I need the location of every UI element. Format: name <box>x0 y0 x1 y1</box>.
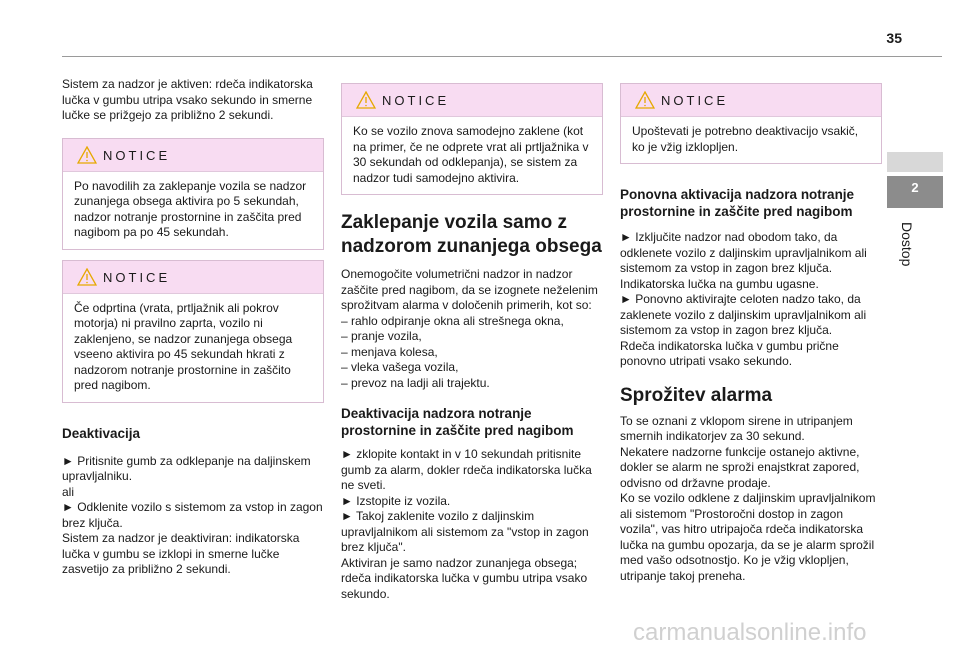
warning-triangle-icon <box>77 146 97 164</box>
notice-label: NOTICE <box>103 147 171 163</box>
notice-box <box>620 83 882 164</box>
intro-paragraph: Sistem za nadzor je aktiven: rdeča indikatorska lučka v gumbu utripa vsako sekundo in smerne lučke se prižgejo za približno 2 sekundi. <box>62 77 313 122</box>
list-item: – menjava kolesa, <box>341 344 438 359</box>
chapter-title: Dostop <box>899 222 915 267</box>
body-line: Rdeča indikatorska lučka v gumbu prične ponovno utripati vsako sekundo. <box>620 338 839 368</box>
column-1 <box>62 77 324 578</box>
notice-header <box>621 84 881 117</box>
notice-label: NOTICE <box>661 93 729 108</box>
body-line: ► Izključite nadzor nad obodom tako, da odklenete vozilo z daljinskim upravljalnikom ali sistemom za vstop in zagon brez ključa. <box>620 230 867 275</box>
section-title: Zaklepanje vozila samo z nadzorom zunanjega obsega <box>341 212 602 257</box>
section-heading: Deaktivacija <box>62 425 141 441</box>
section-heading: Deaktivacija nadzora notranje prostornine in zaščite pred nagibom <box>341 406 574 438</box>
page-number: 35 <box>886 30 902 46</box>
body-line: ► zklopite kontakt in v 10 sekundah pritisnite gumb za alarm, dokler rdeča indikatorska lučka ne sveti. <box>341 447 592 492</box>
notice-box <box>341 83 603 195</box>
watermark: carmanualsonline.info <box>633 619 867 646</box>
notice-text: Če odprtina (vrata, prtljažnik ali pokrov motorja) ni pravilno zaprta, vozilo ni zaklenjeno, se nadzor zunanjega obsega vseeno aktivira po 45 sekundah hkrati z nadzorom notranje prostornine in zaščito pred nagibom. <box>74 300 293 392</box>
list-item: – vleka vašega vozila, <box>341 360 459 374</box>
column-2 <box>341 77 603 602</box>
notice-box <box>62 138 324 250</box>
notice-header <box>63 261 323 294</box>
notice-header <box>63 139 323 172</box>
section-title: Sprožitev alarma <box>620 384 773 406</box>
column-3 <box>620 77 882 584</box>
body-paragraph: Onemogočite volumetrični nadzor in nadzor zaščite pred nagibom, da se izognete neželenim sprožitvam alarma v določenih primerih, kot so: <box>341 267 598 312</box>
notice-header <box>342 84 602 117</box>
chapter-title-tab[interactable] <box>887 222 943 322</box>
body-line: ► Pritisnite gumb za odklepanje na daljinskem upravljalniku. <box>62 453 311 483</box>
body-line: ► Odklenite vozilo s sistemom za vstop in zagon brez ključa. <box>62 500 323 530</box>
notice-label: NOTICE <box>382 93 450 108</box>
notice-box <box>62 260 324 403</box>
body-line: Aktiviran je samo nadzor zunanjega obsega; rdeča indikatorska lučka v gumbu utripa vsako sekundo. <box>341 555 588 601</box>
warning-triangle-icon <box>635 91 655 109</box>
body-paragraph: To se oznani z vklopom sirene in utripanjem smernih indikatorjev za 30 sekund. Nekatere nadzorne funkcije ostanejo aktivne, dokler se alarm ne sproži enajstkrat zapored, odvisno od državne prodaje. Ko se vozilo odklene z daljinskim upravljalnikom ali sistemom "Prostoročni dostop in zagon vozila", vas hitro utripajoča rdeča indikatorska lučka na gumbu opozarja, da se je alarm sprožil med vašo odsotnostjo. Ko je vžig vklopljen, utripanje takoj preneha. <box>620 413 876 583</box>
notice-label: NOTICE <box>103 269 171 285</box>
body-line: ali <box>62 484 75 499</box>
body-line: ► Takoj zaklenite vozilo z daljinskim upravljalnikom ali sistemom za "vstop in zagon brez ključa". <box>341 509 589 554</box>
chapter-number-tab[interactable]: 2 <box>887 176 943 208</box>
list-item: – prevoz na ladji ali trajektu. <box>341 375 490 390</box>
warning-triangle-icon <box>356 91 376 109</box>
body-line: Indikatorska lučka na gumbu ugasne. <box>620 276 819 291</box>
list-item: – pranje vozila, <box>341 329 422 343</box>
list-item: – rahlo odpiranje okna ali strešnega okna, <box>341 313 564 328</box>
body-line: Sistem za nadzor je deaktiviran: indikatorska lučka v gumbu se izklopi in smerne lučke zasvetijo za približno 2 sekundi. <box>62 531 300 576</box>
notice-text: Ko se vozilo znova samodejno zaklene (kot na primer, če ne odprete vrat ali prtljažnika v 30 sekundah od odklepanja), se sistem za nadzor tudi samodejno aktivira. <box>353 124 589 185</box>
top-rule <box>62 56 942 57</box>
side-tab-marker <box>887 152 943 172</box>
notice-text: Po navodilih za zaklepanje vozila se nadzor zunanjega obsega aktivira po 5 sekundah, nadzor notranje prostornine in zaščita pred nagibom pa po 45 sekundah. <box>74 178 307 239</box>
notice-text: Upoštevati je potrebno deaktivacijo vsakič, ko je vžig izklopljen. <box>632 124 859 154</box>
warning-triangle-icon <box>77 268 97 286</box>
section-heading: Ponovna aktivacija nadzora notranje prostornine in zaščite pred nagibom <box>620 187 855 219</box>
body-line: ► Izstopite iz vozila. <box>341 493 451 508</box>
body-line: ► Ponovno aktivirajte celoten nadzo tako, da zaklenete vozilo z daljinskim upravljalnikom ali sistemom za vstop in zagon brez ključa. <box>620 292 867 337</box>
